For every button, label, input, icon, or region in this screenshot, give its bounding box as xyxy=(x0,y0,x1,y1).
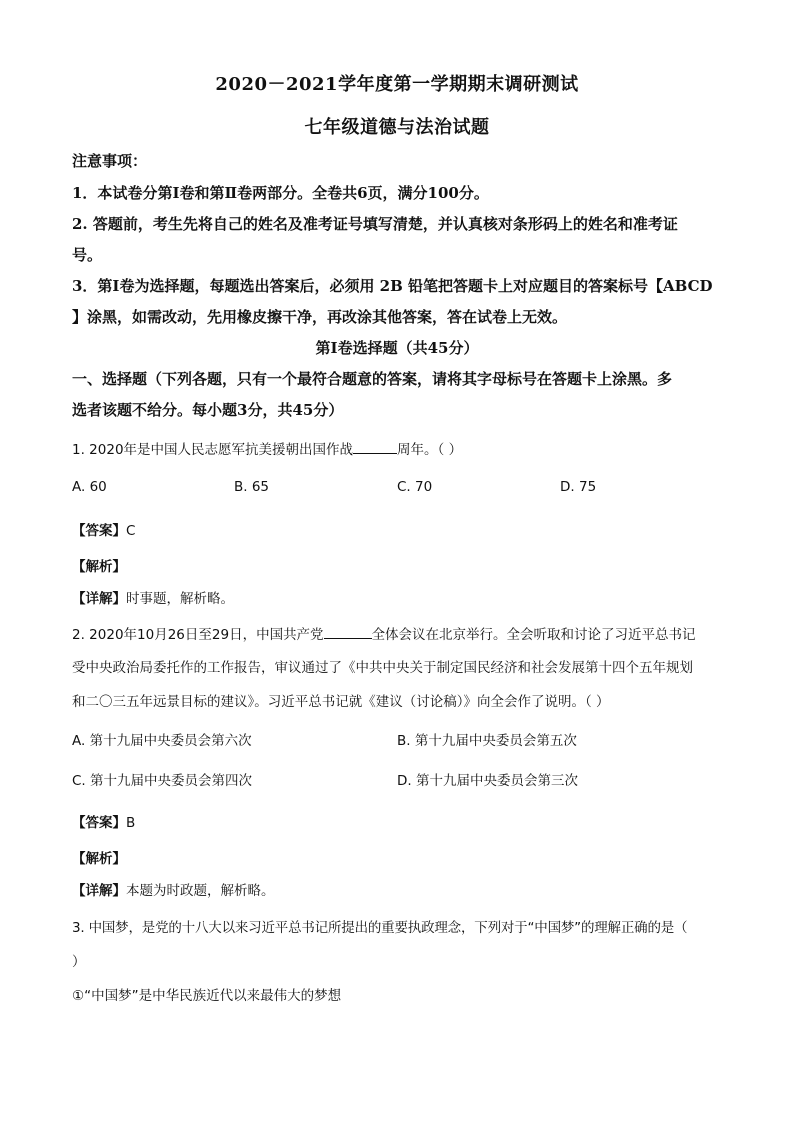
q1-detail-text: 时事题，解析略。 xyxy=(126,591,234,607)
exam-title: 2020－2021学年度第一学期期末调研测试 xyxy=(215,74,579,95)
notes-heading: 注意事项： xyxy=(72,152,148,170)
q2-option-c: C. 第十九届中央委员会第四次 xyxy=(72,773,253,789)
q2-detail xyxy=(72,879,732,899)
note-2-line-1: 2. 答题前，考生先将自己的姓名及准考证号填写清楚，并认真核对条形码上的姓名和准考证 xyxy=(72,215,678,233)
q1-answer-value: C xyxy=(126,523,136,539)
q2-answer xyxy=(72,811,732,831)
q2-answer-tag: 【答案】 xyxy=(72,815,126,831)
q2-answer-value: B xyxy=(126,815,136,831)
q1-option-d: D. 75 xyxy=(560,479,597,495)
q2-analysis-tag: 【解析】 xyxy=(72,851,126,867)
note-2-line-2: 号。 xyxy=(72,246,103,264)
q1-analysis xyxy=(72,555,732,575)
q2-detail-text: 本题为时政题，解析略。 xyxy=(126,883,275,899)
q1-detail xyxy=(72,587,732,607)
note-3-line-2: 】涂黑，如需改动，先用橡皮擦干净，再改涂其他答案，答在试卷上无效。 xyxy=(72,308,568,326)
note-3-line-1: 3．第Ⅰ卷为选择题，每题选出答案后，必须用 2B 铅笔把答题卡上对应题目的答案标号【ABCD xyxy=(72,277,713,295)
q1-stem-part-2: 周年。（ ） xyxy=(397,442,463,458)
q2-option-a: A. 第十九届中央委员会第六次 xyxy=(72,733,252,749)
section-instructions-line-2: 选者该题不给分。每小题3分，共45分） xyxy=(72,401,344,419)
q3-stem-line-2: ） xyxy=(72,954,86,970)
q2-option-d: D. 第十九届中央委员会第三次 xyxy=(397,773,578,789)
q1-stem xyxy=(72,438,732,458)
q1-answer xyxy=(72,519,732,539)
q2-option-b: B. 第十九届中央委员会第五次 xyxy=(397,733,577,749)
note-1: 1．本试卷分第Ⅰ卷和第Ⅱ卷两部分。全卷共6页，满分100分。 xyxy=(72,184,489,202)
q2-detail-tag: 【详解】 xyxy=(72,883,126,899)
q2-stem-part-1: 2. 2020年10月26日至29日，中国共产党 xyxy=(72,627,324,643)
q1-blank xyxy=(353,441,397,454)
q3-stem-line-1: 3. 中国梦，是党的十八大以来习近平总书记所提出的重要执政理念，下列对于“中国梦”的理解正确的是（ xyxy=(72,920,688,936)
section-heading: 第Ⅰ卷选择题（共45分） xyxy=(315,339,479,357)
q1-option-b: B. 65 xyxy=(234,479,270,495)
q3-item-1: ①“中国梦”是中华民族近代以来最伟大的梦想 xyxy=(72,988,342,1004)
q2-analysis xyxy=(72,847,732,867)
q2-stem-line-3: 和二〇三五年远景目标的建议》。习近平总书记就《建议（讨论稿）》向全会作了说明。（ ） xyxy=(72,694,610,710)
q2-stem-line-2: 受中央政治局委托作的工作报告，审议通过了《中共中央关于制定国民经济和社会发展第十四个五年规划 xyxy=(72,660,693,676)
q1-option-a: A. 60 xyxy=(72,479,107,495)
exam-subtitle: 七年级道德与法治试题 xyxy=(304,117,490,138)
q2-blank xyxy=(324,626,372,639)
q2-stem-part-2: 全体会议在北京举行。全会听取和讨论了习近平总书记 xyxy=(371,627,696,643)
q2-stem-line-1 xyxy=(72,623,732,643)
q1-option-c: C. 70 xyxy=(397,479,433,495)
section-instructions-line-1: 一、选择题（下列各题，只有一个最符合题意的答案，请将其字母标号在答题卡上涂黑。多 xyxy=(72,370,673,388)
q1-detail-tag: 【详解】 xyxy=(72,591,126,607)
q1-stem-part-1: 1. 2020年是中国人民志愿军抗美援朝出国作战 xyxy=(72,442,354,458)
q1-answer-tag: 【答案】 xyxy=(72,523,126,539)
q1-analysis-tag: 【解析】 xyxy=(72,559,126,575)
